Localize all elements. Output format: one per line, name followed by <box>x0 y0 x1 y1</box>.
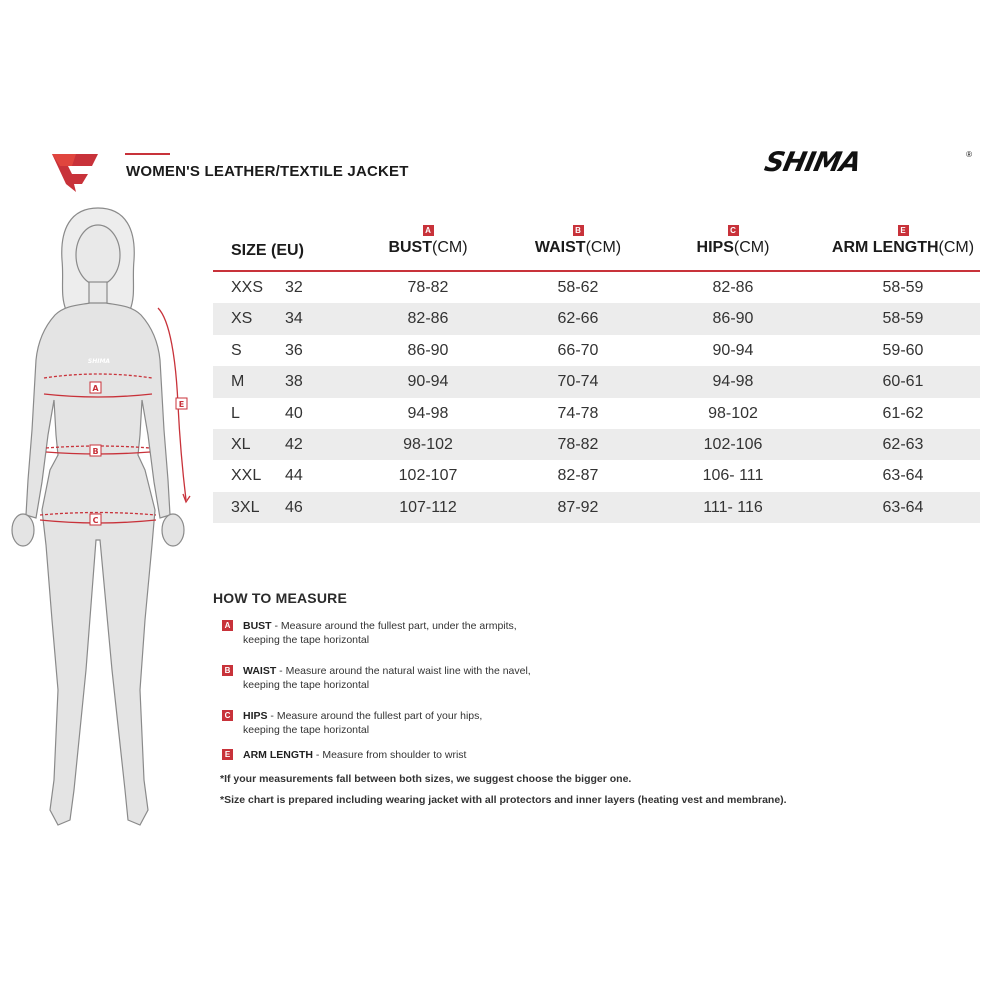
arm-cell: 61-62 <box>882 404 924 422</box>
eu-cell: 46 <box>285 498 303 516</box>
arm-cell: 63-64 <box>882 498 924 516</box>
chest-logo: SHIMA <box>87 358 111 365</box>
instruction-item <box>222 709 603 737</box>
eu-cell: 44 <box>285 467 303 485</box>
table-row <box>213 335 980 366</box>
bust-cell: 90-94 <box>407 373 449 391</box>
bust-cell: 102-107 <box>398 467 458 485</box>
table-row <box>213 492 980 523</box>
table-row <box>213 460 980 491</box>
arm-length-label: ARM LENGTH <box>831 239 939 256</box>
arm-length-unit: (CM) <box>938 239 975 256</box>
bust-cell: 98-102 <box>403 435 453 453</box>
eu-cell: 38 <box>285 373 303 391</box>
waist-cell: 78-82 <box>557 435 599 453</box>
header-accent-line <box>125 153 170 155</box>
bust-cell: 78-82 <box>407 279 449 296</box>
instruction-label: BUST <box>243 620 272 632</box>
arm-length-tag: E <box>898 225 909 236</box>
hips-cell: 94-98 <box>712 373 754 391</box>
waist-unit: (CM) <box>585 239 622 256</box>
table-row <box>213 398 980 429</box>
arm-cell: 58-59 <box>882 310 924 328</box>
note-protectors: *Size chart is prepared including wearing jacket with all protectors and inner layers (heating vest and membrane). <box>220 794 787 806</box>
eu-cell: 40 <box>285 404 303 422</box>
bust-cell: 94-98 <box>407 404 449 422</box>
hips-label: HIPS <box>696 239 734 256</box>
bust-column-header <box>373 220 483 257</box>
waist-cell: 87-92 <box>557 498 599 516</box>
arm-cell: 60-61 <box>882 373 924 391</box>
eu-cell: 42 <box>285 435 303 453</box>
brand-registered-mark: ® <box>966 150 972 159</box>
marker-e: E <box>178 400 185 409</box>
how-to-measure-title: HOW TO MEASURE <box>213 590 347 606</box>
table-row <box>213 429 980 460</box>
instruction-tag: E <box>222 749 233 760</box>
bust-cell: 86-90 <box>407 341 449 359</box>
bust-unit: (CM) <box>432 239 468 256</box>
instruction-label: HIPS <box>243 710 268 722</box>
hips-cell: 111- 116 <box>703 498 763 516</box>
instruction-text: - Measure around the fullest part, under the armpits, <box>271 620 517 632</box>
instruction-text: - Measure around the fullest part of your hips, <box>267 710 483 722</box>
table-row <box>213 272 980 303</box>
marker-a: A <box>92 384 99 393</box>
waist-tag: B <box>573 225 584 236</box>
size-cell: M <box>231 373 245 391</box>
size-column-header: SIZE (EU) <box>231 242 304 259</box>
body-measurement-figure <box>0 200 200 850</box>
size-cell: XL <box>231 435 251 453</box>
hips-cell: 86-90 <box>712 310 754 328</box>
waist-cell: 82-87 <box>557 467 599 485</box>
waist-cell: 66-70 <box>557 341 599 359</box>
instruction-text-line2: keeping the tape horizontal <box>243 679 370 691</box>
instruction-text-line2: keeping the tape horizontal <box>243 634 370 646</box>
instruction-tag: C <box>222 710 233 721</box>
arm-length-column-header <box>818 220 988 257</box>
marker-c: C <box>92 516 99 525</box>
note-bigger-size: *If your measurements fall between both sizes, we suggest choose the bigger one. <box>220 773 632 785</box>
arm-cell: 63-64 <box>882 467 924 485</box>
instruction-text: - Measure around the natural waist line with the navel, <box>276 665 531 677</box>
instruction-text: - Measure from shoulder to wrist <box>313 749 467 761</box>
bust-tag: A <box>423 225 434 236</box>
brand-logo-icon <box>50 150 100 194</box>
instruction-item <box>222 748 603 762</box>
hips-cell: 102-106 <box>703 435 763 453</box>
arm-cell: 58-59 <box>882 279 924 296</box>
hips-cell: 82-86 <box>712 279 754 296</box>
size-table <box>213 220 980 523</box>
size-cell: 3XL <box>231 498 260 516</box>
eu-cell: 32 <box>285 279 303 296</box>
waist-cell: 70-74 <box>557 373 599 391</box>
size-cell: XXS <box>231 279 264 296</box>
bust-cell: 82-86 <box>407 310 449 328</box>
size-cell: L <box>231 404 240 422</box>
instruction-label: WAIST <box>243 665 277 677</box>
instruction-text-line2: keeping the tape horizontal <box>243 724 370 736</box>
waist-column-header <box>523 220 633 257</box>
size-cell: XXL <box>231 467 262 485</box>
instruction-item <box>222 619 603 647</box>
hips-cell: 106- 111 <box>702 467 764 485</box>
waist-cell: 62-66 <box>557 310 599 328</box>
size-cell: XS <box>231 310 253 328</box>
instruction-label: ARM LENGTH <box>243 749 313 761</box>
brand-name: SHIMA <box>761 147 864 178</box>
arm-cell: 59-60 <box>882 341 924 359</box>
hips-cell: 90-94 <box>712 341 754 359</box>
waist-cell: 58-62 <box>557 279 599 296</box>
hips-unit: (CM) <box>733 239 770 256</box>
hips-cell: 98-102 <box>708 404 758 422</box>
waist-label: WAIST <box>534 239 586 256</box>
page-title: WOMEN'S LEATHER/TEXTILE JACKET <box>126 163 409 180</box>
waist-cell: 74-78 <box>557 404 599 422</box>
arm-cell: 62-63 <box>882 435 924 453</box>
eu-cell: 36 <box>285 341 303 359</box>
marker-b: B <box>92 447 99 456</box>
eu-cell: 34 <box>285 310 303 328</box>
hips-column-header <box>678 220 788 257</box>
instruction-tag: B <box>222 665 233 676</box>
brand-wordmark <box>761 147 980 178</box>
hips-tag: C <box>728 225 739 236</box>
table-row <box>213 366 980 397</box>
table-header <box>213 220 980 272</box>
bust-label: BUST <box>388 239 432 256</box>
instruction-item <box>222 664 603 692</box>
bust-cell: 107-112 <box>399 498 457 516</box>
instruction-tag: A <box>222 620 233 631</box>
size-cell: S <box>231 341 242 359</box>
table-row <box>213 303 980 334</box>
